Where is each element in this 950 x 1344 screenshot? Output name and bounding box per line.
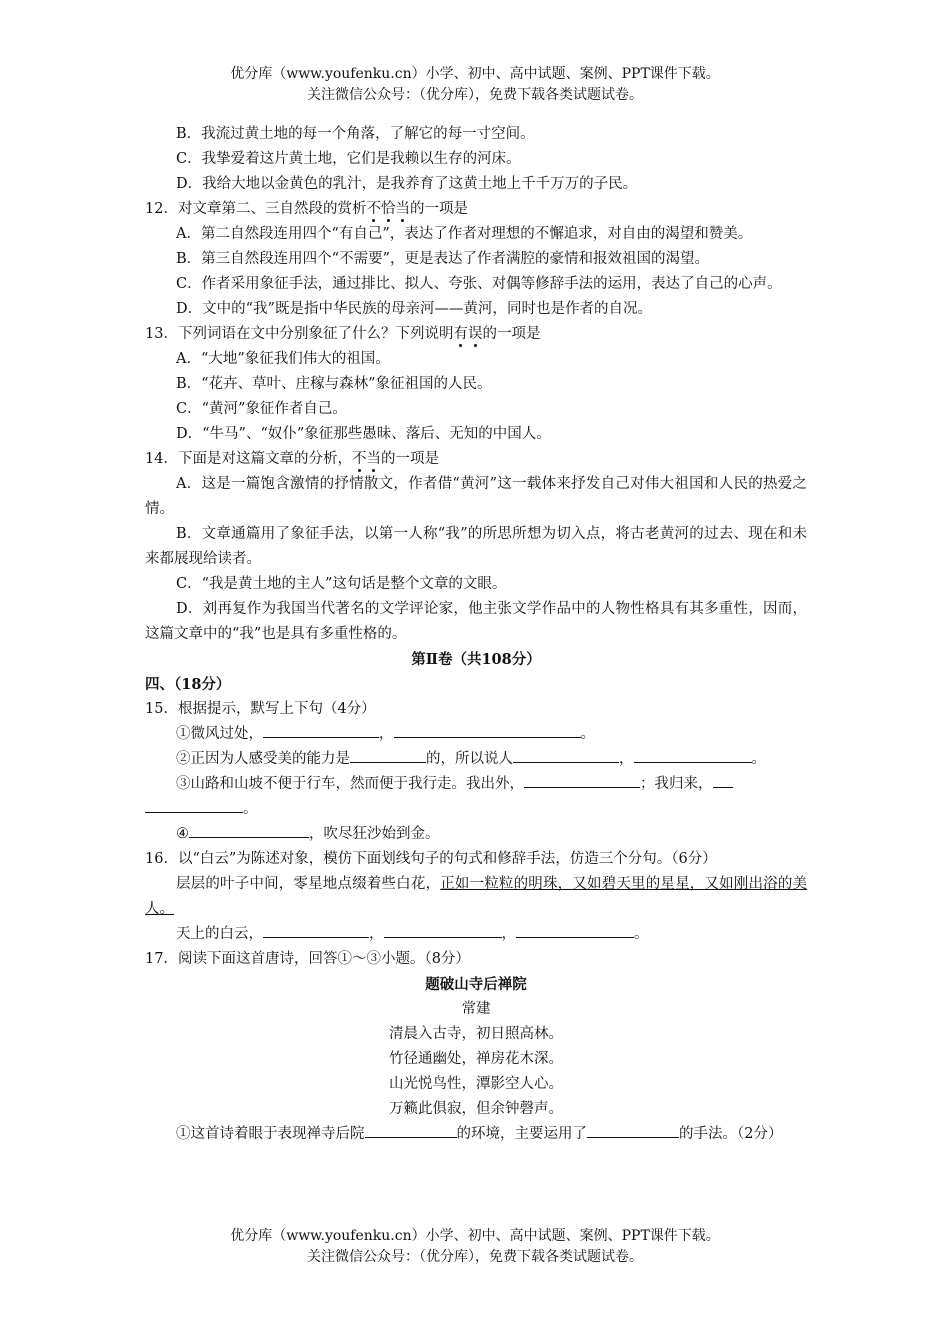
q13-option-c: C．“黄河”象征作者自己。 bbox=[176, 401, 347, 417]
answer-blank bbox=[263, 722, 379, 738]
header-line-2: 关注微信公众号：（优分库），免费下载各类试题试卷。 bbox=[307, 87, 643, 103]
q15-item-4: ④ ，吹尽狂沙始到金。 bbox=[145, 822, 807, 847]
q16-example: 层层的叶子中间，零星地点缀着些白花，正如一粒粒的明珠，又如碧天里的星星，又如刚出浴的美人。 bbox=[145, 876, 808, 917]
answer-blank bbox=[524, 772, 640, 788]
exam-content bbox=[145, 122, 807, 1147]
q13-stem: 13．下列词语在文中分别象征了什么？下列说明有误的一项是 bbox=[145, 326, 541, 342]
header-line-1: 优分库（www.youfenku.cn）小学、初中、高中试题、案例、PPT课件下载。 bbox=[230, 66, 720, 82]
page-footer bbox=[0, 1226, 950, 1268]
q11-option-b: B．我流过黄土地的每一个角落，了解它的每一寸空间。 bbox=[176, 126, 535, 142]
q16-answer-line: 天上的白云， ， ， 。 bbox=[145, 922, 807, 947]
section-title: 第Ⅱ卷（共108分） bbox=[411, 651, 541, 668]
poem-line: 竹径通幽处，禅房花木深。 bbox=[389, 1051, 563, 1067]
emphasis-dot-char: 当 bbox=[366, 451, 381, 467]
q17-stem: 17．阅读下面这首唐诗，回答①～③小题。（8分） bbox=[145, 951, 470, 967]
poem-line: 山光悦鸟性，潭影空人心。 bbox=[389, 1076, 563, 1092]
emphasis-dot-char: 有 bbox=[453, 326, 468, 342]
q12-option-d: D．文中的“我”既是指中华民族的母亲河——黄河，同时也是作者的自况。 bbox=[176, 301, 652, 317]
q14-option-a: A．这是一篇饱含激情的抒情散文，作者借“黄河”这一载体来抒发自己对伟大祖国和人民的热爱之情。 bbox=[145, 476, 807, 517]
answer-blank bbox=[263, 922, 369, 938]
answer-blank bbox=[394, 722, 581, 738]
answer-blank bbox=[145, 797, 243, 813]
q14-option-c: C．“我是黄土地的主人”这句话是整个文章的文眼。 bbox=[176, 576, 507, 592]
answer-blank bbox=[350, 747, 426, 763]
emphasis-dot-char: 不 bbox=[366, 201, 381, 217]
poem-title: 题破山寺后禅院 bbox=[425, 976, 527, 993]
q11-option-d: D．我给大地以金黄色的乳汁，是我养育了这黄土地上千千万万的子民。 bbox=[176, 176, 638, 192]
answer-blank bbox=[365, 1122, 457, 1138]
answer-blank bbox=[513, 747, 619, 763]
q12-option-b: B．第三自然段连用四个“不需要”，更是表达了作者满腔的豪情和报效祖国的渴望。 bbox=[176, 251, 709, 267]
emphasis-dot-char: 误 bbox=[467, 326, 483, 342]
q17-sub-1: ①这首诗着眼于表现禅寺后院 的环境，主要运用了 的手法。（2分） bbox=[145, 1122, 807, 1147]
answer-blank bbox=[384, 922, 502, 938]
answer-blank bbox=[713, 772, 733, 788]
q11-option-c: C．我挚爱着这片黄土地，它们是我赖以生存的河床。 bbox=[176, 151, 521, 167]
q12-stem: 12．对文章第二、三自然段的赏析不恰当的一项是 bbox=[145, 201, 468, 217]
answer-blank bbox=[516, 922, 634, 938]
page-header bbox=[0, 64, 950, 106]
q16-stem: 16．以“白云”为陈述对象，模仿下面划线句子的句式和修辞手法，仿造三个分句。（6分） bbox=[145, 851, 717, 867]
q13-option-b: B．“花卉、草叶、庄稼与森林”象征祖国的人民。 bbox=[176, 376, 492, 392]
poem-line: 清晨入古寺，初日照高林。 bbox=[389, 1026, 563, 1042]
poem-line: 万籁此俱寂，但余钟磬声。 bbox=[389, 1101, 563, 1117]
q12-option-c: C．作者采用象征手法，通过排比、拟人、夸张、对偶等修辞手法的运用，表达了自己的心声。 bbox=[176, 276, 782, 292]
q13-option-d: D．“牛马”、“奴仆”象征那些愚昧、落后、无知的中国人。 bbox=[176, 426, 551, 442]
q13-option-a: A．“大地”象征我们伟大的祖国。 bbox=[176, 351, 390, 367]
answer-blank bbox=[189, 822, 309, 838]
emphasis-dot-char: 当 bbox=[395, 201, 410, 217]
q15-item-1: ①微风过处， ， 。 bbox=[145, 722, 807, 747]
footer-line-2: 关注微信公众号：（优分库），免费下载各类试题试卷。 bbox=[307, 1249, 643, 1265]
emphasis-dot-char: 不 bbox=[351, 451, 367, 467]
q15-item-2: ②正因为人感受美的能力是 的，所以说人 ， 。 bbox=[145, 747, 807, 772]
q12-option-a: A．第二自然段连用四个“有自己”，表达了作者对理想的不懈追求，对自由的渴望和赞美。 bbox=[176, 226, 753, 242]
answer-blank bbox=[634, 747, 752, 763]
emphasis-dot-char: 恰 bbox=[380, 201, 396, 217]
answer-blank bbox=[587, 1122, 679, 1138]
q14-option-b: B．文章通篇用了象征手法，以第一人称“我”的所思所想为切入点，将古老黄河的过去、现在和未来都展现给读者。 bbox=[145, 526, 807, 567]
underlined-sentence: 正如一粒粒的明珠，又如碧天里的星星，又如刚出浴的美人。 bbox=[145, 876, 808, 917]
footer-line-1: 优分库（www.youfenku.cn）小学、初中、高中试题、案例、PPT课件下载。 bbox=[230, 1228, 720, 1244]
poem-author: 常建 bbox=[461, 1001, 491, 1017]
q15-item-3-continued: 。 bbox=[145, 797, 807, 822]
q14-option-d: D．刘再复作为我国当代著名的文学评论家，他主张文学作品中的人物性格具有其多重性，因而，这篇文章中的“我”也是具有多重性格的。 bbox=[145, 601, 807, 642]
q14-stem: 14．下面是对这篇文章的分析，不当的一项是 bbox=[145, 451, 439, 467]
part-heading: 四、（18分） bbox=[145, 676, 231, 693]
q15-item-3: ③山路和山坡不便于行车，然而便于我行走。我出外， ；我归来， bbox=[145, 772, 807, 797]
q15-stem: 15．根据提示，默写上下句（4分） bbox=[145, 701, 376, 717]
